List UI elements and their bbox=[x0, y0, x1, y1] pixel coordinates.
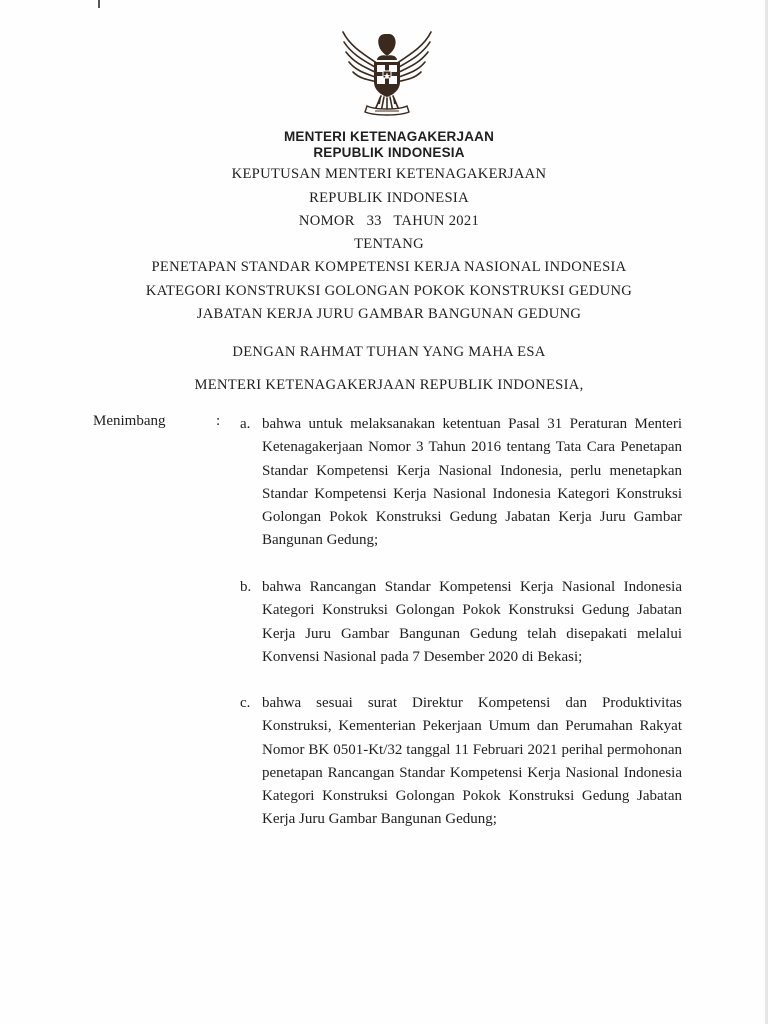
issuer: MENTERI KETENAGAKERJAAN REPUBLIK INDONESIA, bbox=[194, 377, 584, 393]
item-marker: b. bbox=[240, 579, 252, 595]
decree-subject-line1: PENETAPAN STANDAR KOMPETENSI KERJA NASIONAL INDONESIA bbox=[151, 259, 627, 275]
considering-colon: : bbox=[216, 413, 221, 429]
decree-subject-line3: JABATAN KERJA JURU GAMBAR BANGUNAN GEDUNG bbox=[196, 306, 582, 322]
considering-label: Menimbang bbox=[93, 413, 166, 429]
item-text: bahwa sesuai surat Direktur Kompetensi dan Produktivitas Konstruksi, Kementerian Pekerjaan Umum dan Perumahan Rakyat Nomor BK 0501-Kt/32 tanggal 11 Februari 2021 perihal permohonan penetapan Rancangan Standar Kompetensi Kerja Nasional Indonesia Kategori Konstruksi Golongan Pokok Konstruksi Gedung Jabatan Kerja Juru Gambar Bangunan Gedung; bbox=[262, 695, 682, 828]
invocation: DENGAN RAHMAT TUHAN YANG MAHA ESA bbox=[232, 344, 546, 360]
decree-title-line1: KEPUTUSAN MENTERI KETENAGAKERJAAN bbox=[231, 166, 547, 182]
item-marker: a. bbox=[240, 416, 251, 432]
scan-mark bbox=[98, 0, 100, 8]
item-marker: c. bbox=[240, 695, 251, 711]
garuda-pancasila-emblem-icon bbox=[337, 26, 437, 124]
decree-about: TENTANG bbox=[354, 236, 424, 252]
republic-heading: REPUBLIK INDONESIA bbox=[313, 145, 465, 160]
item-text: bahwa untuk melaksanakan ketentuan Pasal 31 Peraturan Menteri Ketenagakerjaan Nomor 3 Tahun 2016 tentang Tata Cara Penetapan Standar Kompetensi Kerja Nasional Indonesia, perlu menetapkan Standar Kompetensi Kerja Nasional Indonesia Kategori Konstruksi Golongan Pokok Konstruksi Gedung Jabatan Kerja Juru Gambar Bangunan Gedung; bbox=[262, 416, 682, 549]
decree-number: NOMOR 33 TAHUN 2021 bbox=[298, 213, 480, 229]
decree-subject-line2: KATEGORI KONSTRUKSI GOLONGAN POKOK KONSTRUKSI GEDUNG bbox=[145, 283, 633, 299]
decree-title-line2: REPUBLIK INDONESIA bbox=[309, 190, 469, 206]
item-text: bahwa Rancangan Standar Kompetensi Kerja Nasional Indonesia Kategori Konstruksi Golongan Pokok Konstruksi Gedung Jabatan Kerja Juru Gambar Bangunan Gedung telah disepakati melalui Konvensi Nasional pada 7 Desember 2020 di Bekasi; bbox=[262, 579, 682, 665]
ministry-heading: MENTERI KETENAGAKERJAAN bbox=[283, 129, 495, 144]
